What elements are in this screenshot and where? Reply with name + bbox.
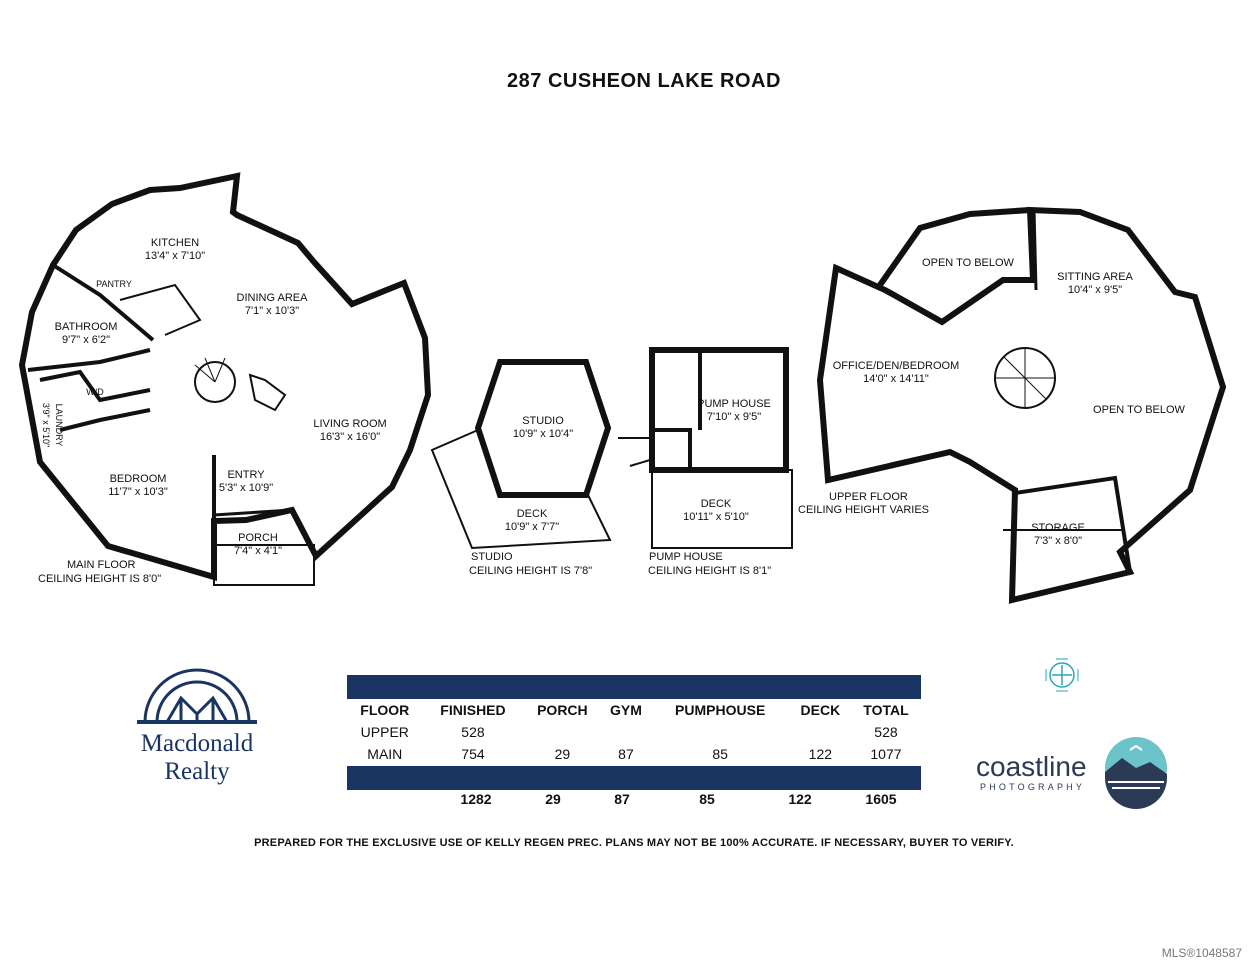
- total-cell: 87: [614, 791, 630, 807]
- room-dims: 14'0" x 14'11": [863, 373, 929, 385]
- room-name: ENTRY: [227, 469, 265, 481]
- cell: [790, 721, 851, 743]
- room-dims: 16'3" x 16'0": [319, 431, 381, 443]
- cell: 87: [618, 746, 634, 762]
- total-cell: 1282: [460, 791, 492, 807]
- room-dims: 10'9" x 10'4": [512, 428, 574, 440]
- col-total: TOTAL: [863, 702, 909, 718]
- cell: 754: [461, 746, 485, 762]
- room-dims: 11'7" x 10'3": [108, 486, 168, 498]
- cell: 122: [808, 746, 833, 762]
- caption-pump-ceiling: CEILING HEIGHT IS 8'1": [648, 565, 772, 577]
- room-studio-deck: [505, 508, 559, 534]
- room-laundry: [39, 403, 65, 447]
- col-finished: FINISHED: [440, 702, 506, 718]
- room-name: BEDROOM: [109, 473, 167, 485]
- caption-studio-ceiling: CEILING HEIGHT IS 7'8": [469, 565, 593, 577]
- total-cell: 122: [788, 791, 812, 807]
- room-name: STORAGE: [1031, 522, 1085, 534]
- room-dims: 7'1" x 10'3": [244, 305, 300, 317]
- room-name: OFFICE/DEN/BEDROOM: [832, 360, 960, 372]
- room-dims: 3'9" x 5'10": [41, 402, 51, 448]
- coastline-logo-mark: [1105, 737, 1167, 809]
- coastline-logo-text: coastline: [976, 751, 1087, 782]
- caption-main-floor: MAIN FLOOR: [67, 559, 136, 571]
- total-cell: 1605: [865, 791, 897, 807]
- mls-number: MLS®1048587: [1161, 946, 1242, 960]
- compass-icon: [1046, 659, 1078, 691]
- table-row: [347, 721, 921, 743]
- room-dining: [237, 292, 308, 318]
- logo-text: Realty: [164, 758, 230, 785]
- room-name: OPEN TO BELOW: [1093, 404, 1185, 416]
- room-studio: [513, 415, 573, 441]
- room-name: STUDIO: [522, 415, 564, 427]
- room-porch: [234, 532, 282, 558]
- caption-main-ceiling: CEILING HEIGHT IS 8'0": [38, 573, 162, 585]
- table-total-band: [347, 766, 921, 790]
- room-sitting-area: [1057, 271, 1133, 297]
- room-living: [313, 418, 386, 444]
- room-entry: [219, 469, 273, 495]
- col-pumphouse: PUMPHOUSE: [675, 702, 766, 718]
- room-pump-house: [697, 398, 771, 424]
- area-table: [347, 699, 921, 765]
- room-dims: 7'10" x 9'5": [706, 411, 762, 423]
- total-cell: 29: [545, 791, 561, 807]
- room-pantry: [96, 278, 132, 291]
- room-storage: [1031, 522, 1085, 548]
- cell: 85: [712, 746, 728, 762]
- macdonald-logo-mark: [137, 670, 257, 722]
- room-wd: [86, 386, 104, 399]
- room-dims: 13'4" x 7'10": [144, 250, 206, 262]
- room-dims: 5'3" x 10'9": [218, 482, 274, 494]
- room-name: PANTRY: [96, 279, 132, 289]
- col-porch: PORCH: [537, 702, 588, 718]
- room-name: LIVING ROOM: [313, 418, 387, 430]
- table-header-band: [347, 675, 921, 699]
- caption-studio: STUDIO: [471, 551, 513, 563]
- room-name: BATHROOM: [54, 321, 118, 333]
- cell: MAIN: [367, 746, 403, 762]
- disclaimer: PREPARED FOR THE EXCLUSIVE USE OF KELLY REGEN PREC. PLANS MAY NOT BE 100% ACCURATE. IF NECESSARY, BUYER TO VERIFY.: [254, 837, 1014, 849]
- cell: 29: [554, 746, 571, 762]
- cell: 528: [874, 724, 898, 740]
- room-dims: 7'4" x 4'1": [233, 545, 283, 557]
- room-office: [833, 360, 960, 386]
- room-name: DECK: [516, 508, 548, 520]
- caption-pump-house: PUMP HOUSE: [649, 551, 723, 563]
- page-title: 287 CUSHEON LAKE ROAD: [507, 70, 781, 92]
- room-dims: 7'3" x 8'0": [1033, 535, 1083, 547]
- room-dims: 9'7" x 6'2": [61, 334, 111, 346]
- room-kitchen: [145, 237, 205, 263]
- room-dims: 10'9" x 7'7": [504, 521, 560, 533]
- room-dims: 10'11" x 5'10": [683, 511, 749, 523]
- room-name: PUMP HOUSE: [697, 398, 771, 410]
- table-totals-row: [347, 791, 921, 807]
- total-cell: [347, 791, 435, 807]
- table-header-row: [347, 699, 921, 721]
- room-name: LAUNDRY: [54, 403, 64, 447]
- room-name: OPEN TO BELOW: [922, 257, 1014, 269]
- room-name: DECK: [700, 498, 732, 510]
- room-name: W/D: [86, 387, 104, 397]
- table-row: [347, 743, 921, 765]
- room-open-below-1: [922, 257, 1014, 270]
- macdonald-realty-logo: [132, 730, 262, 786]
- col-floor: FLOOR: [360, 702, 410, 718]
- coastline-logo-sub: PHOTOGRAPHY: [980, 782, 1086, 792]
- cell: UPPER: [360, 724, 409, 740]
- room-name: PORCH: [238, 532, 278, 544]
- room-dims: 10'4" x 9'5": [1067, 284, 1123, 296]
- caption-upper-floor: UPPER FLOOR: [829, 491, 908, 503]
- room-name: SITTING AREA: [1057, 271, 1133, 283]
- cell: [601, 721, 650, 743]
- caption-upper-ceiling: CEILING HEIGHT VARIES: [798, 504, 930, 516]
- cell: [651, 721, 790, 743]
- room-bedroom: [108, 473, 168, 499]
- room-name: DINING AREA: [236, 292, 308, 304]
- room-pump-deck: [683, 498, 749, 524]
- logo-text: Macdonald: [140, 730, 254, 757]
- room-name: KITCHEN: [150, 237, 200, 249]
- cell: 528: [461, 724, 485, 740]
- room-bathroom: [55, 321, 118, 347]
- room-open-below-2: [1093, 404, 1185, 417]
- cell: [523, 721, 601, 743]
- col-gym: GYM: [610, 702, 642, 718]
- col-deck: DECK: [800, 702, 841, 718]
- total-cell: 85: [699, 791, 715, 807]
- cell: 1077: [870, 746, 902, 762]
